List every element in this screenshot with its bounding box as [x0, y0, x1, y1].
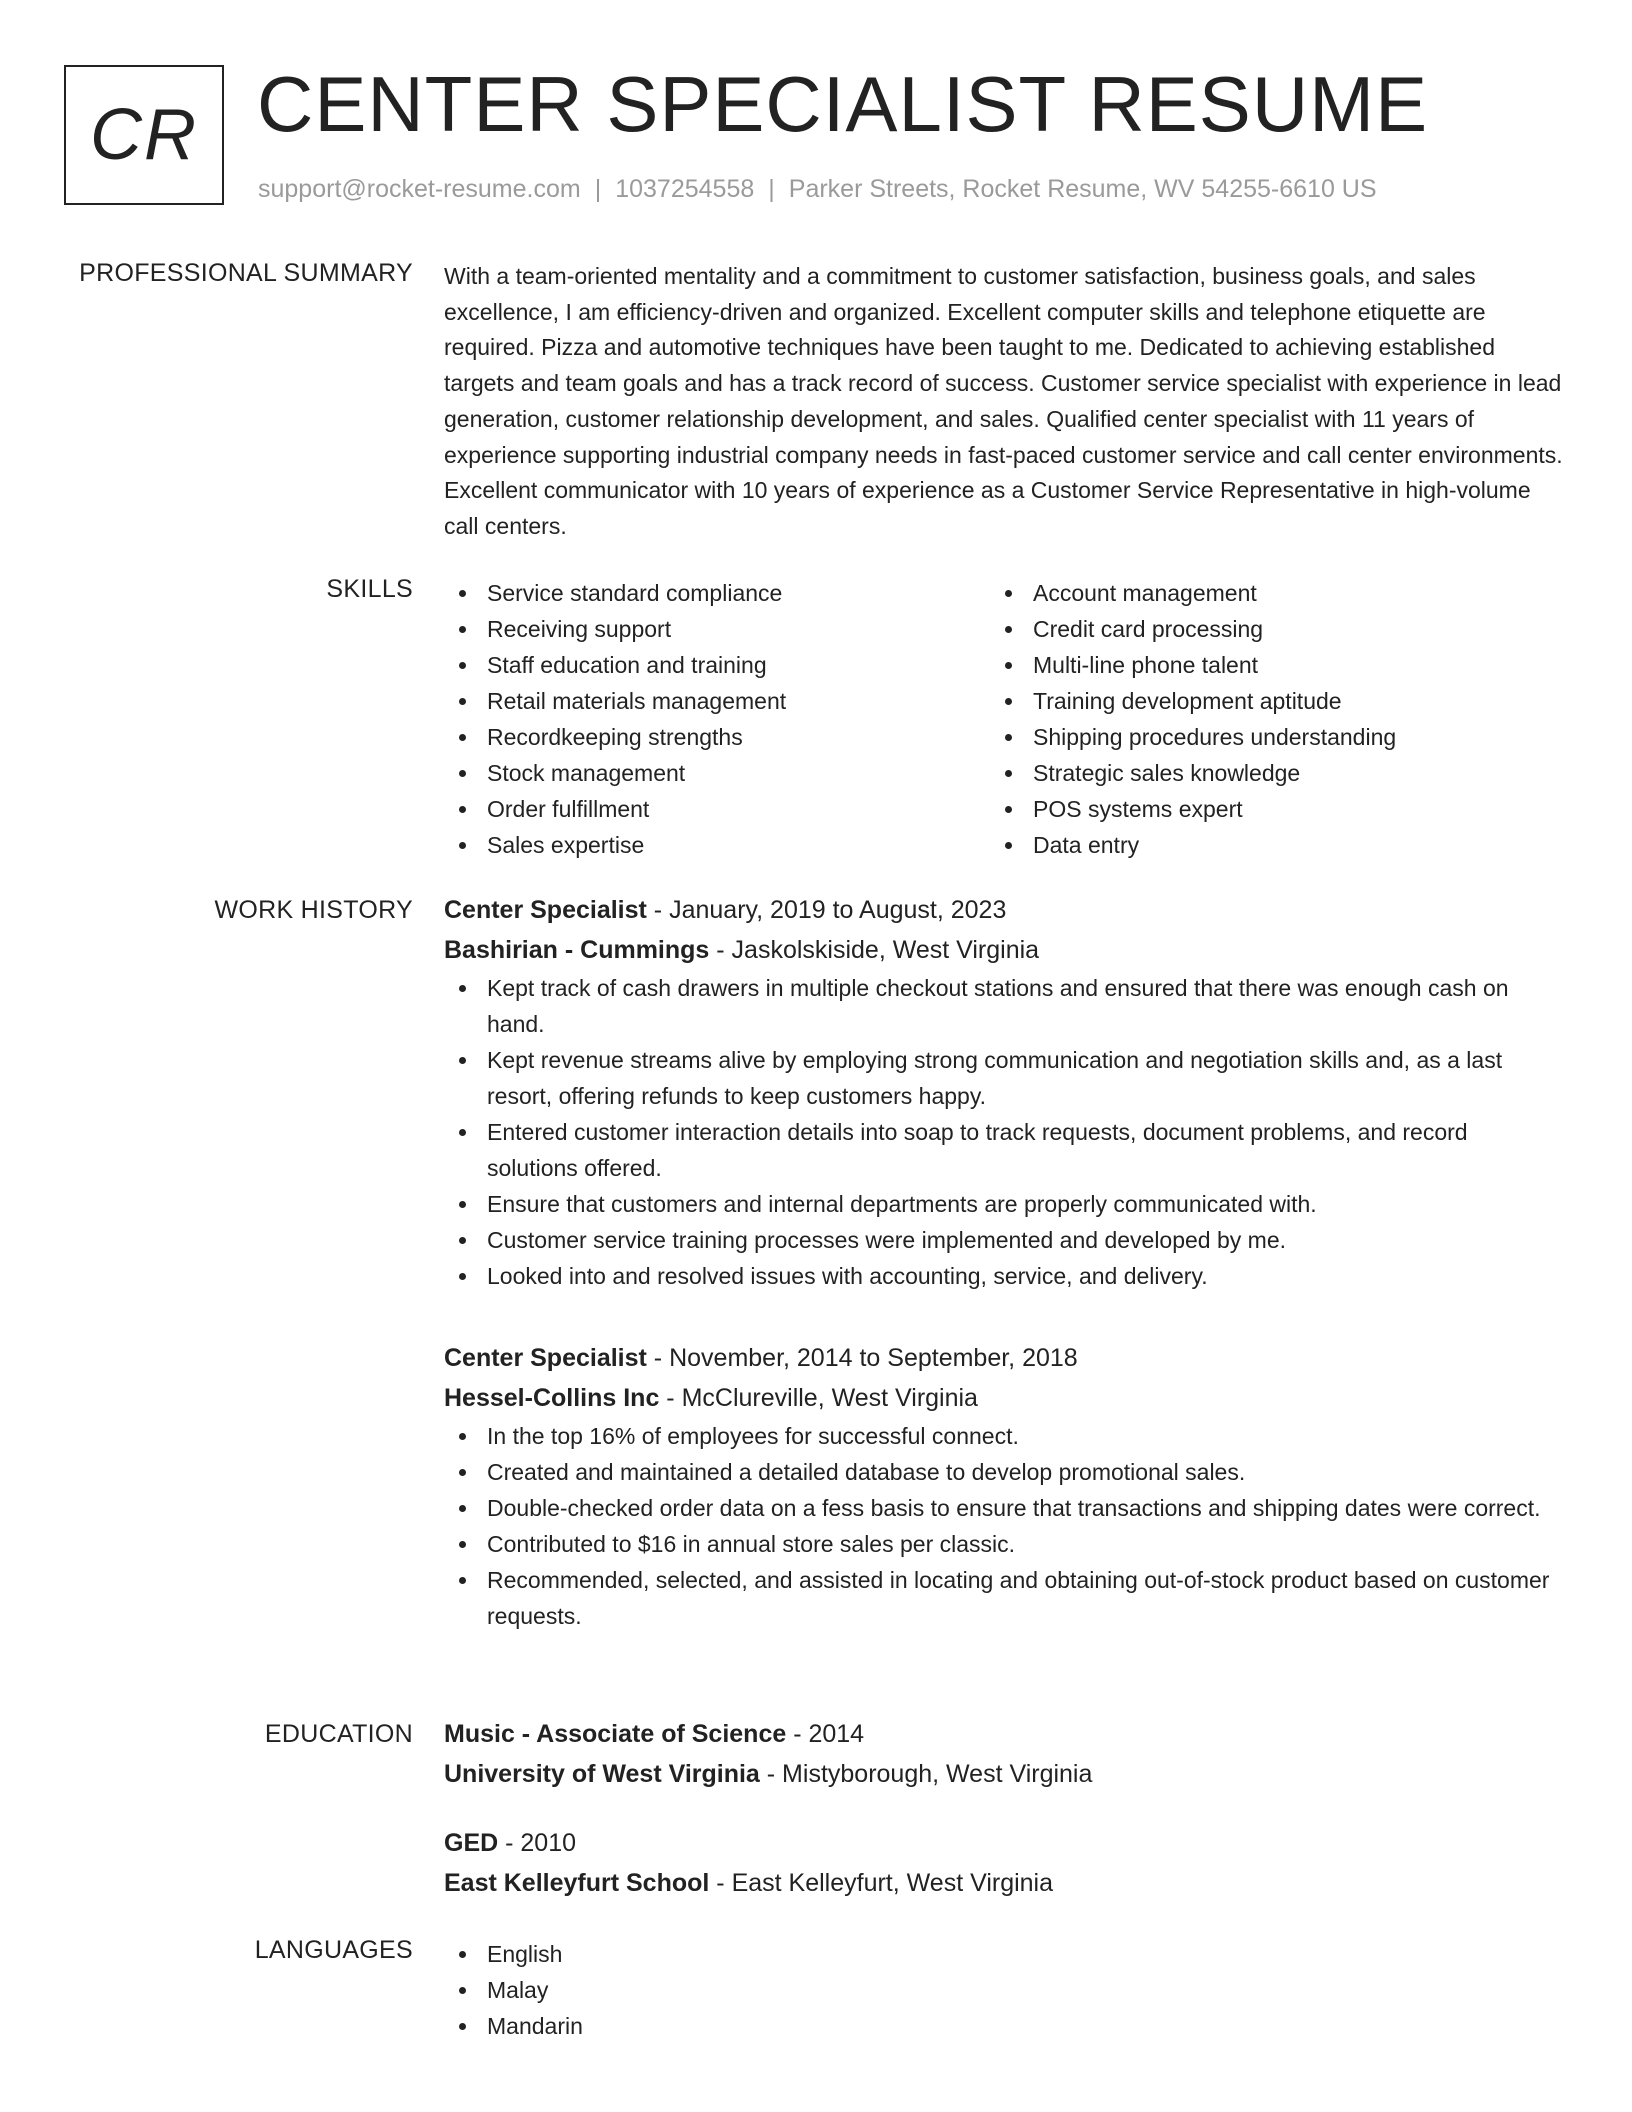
skill-item: Receiving support	[444, 611, 984, 647]
contact-separator: |	[768, 175, 775, 203]
school-location: - Mistyborough, West Virginia	[759, 1760, 1093, 1788]
job-location: - Jaskolskiside, West Virginia	[709, 936, 1040, 964]
monogram: CR	[64, 65, 224, 205]
skill-item: Data entry	[990, 827, 1530, 863]
contact-phone: 1037254558	[615, 175, 755, 203]
job-company: Bashirian - Cummings	[444, 936, 710, 964]
contact-address: Parker Streets, Rocket Resume, WV 54255-6610 US	[788, 175, 1377, 203]
degree: Music - Associate of Science	[444, 1720, 787, 1748]
job-company-line	[444, 930, 1564, 970]
section-label: SKILLS	[326, 575, 413, 603]
degree-line	[444, 1823, 1564, 1863]
resume-title: CENTER SPECIALIST RESUME	[257, 60, 1429, 148]
job-bullet: Looked into and resolved issues with accounting, service, and delivery.	[444, 1258, 1564, 1294]
school-line	[444, 1863, 1564, 1903]
education-entry	[444, 1714, 1564, 1794]
job-bullet: In the top 16% of employees for successful connect.	[444, 1418, 1564, 1454]
section-label: WORK HISTORY	[214, 896, 413, 924]
job-bullet: Contributed to $16 in annual store sales per classic.	[444, 1526, 1564, 1562]
school: East Kelleyfurt School	[444, 1869, 710, 1897]
job-bullet: Double-checked order data on a fess basis to ensure that transactions and shipping dates were correct.	[444, 1490, 1564, 1526]
skill-item: Sales expertise	[444, 827, 984, 863]
skill-item: Staff education and training	[444, 647, 984, 683]
summary-text: With a team-oriented mentality and a commitment to customer satisfaction, business goals, and sales excellence, I am efficiency-driven and organized. Excellent computer skills and telephone etiquette are required. Pizza and automotive techniques have been taught to me. Dedicated to achieving established targets and team goals and has a track record of success. Customer service specialist with experience in lead generation, customer relationship development, and sales. Qualified center specialist with 11 years of experience supporting industrial company needs in fast-paced customer service and call center environments. Excellent communicator with 10 years of experience as a Customer Service Representative in high-volume call centers.	[444, 263, 1563, 539]
skill-item: Retail materials management	[444, 683, 984, 719]
job-dates: - November, 2014 to September, 2018	[646, 1344, 1078, 1372]
job-dates: - January, 2019 to August, 2023	[646, 896, 1007, 924]
job-title: Center Specialist	[444, 896, 647, 924]
school: University of West Virginia	[444, 1760, 760, 1788]
skill-item: Recordkeeping strengths	[444, 719, 984, 755]
school-location: - East Kelleyfurt, West Virginia	[709, 1869, 1054, 1897]
job-bullets	[444, 1418, 1564, 1634]
skill-item: Order fulfillment	[444, 791, 984, 827]
contact-separator: |	[594, 175, 602, 203]
job-title-line	[444, 890, 1564, 930]
job-bullet: Kept track of cash drawers in multiple checkout stations and ensured that there was enough cash on hand.	[444, 970, 1564, 1042]
job-bullet: Kept revenue streams alive by employing strong communication and negotiation skills and, as a last resort, offering refunds to keep customers happy.	[444, 1042, 1564, 1114]
degree: GED	[444, 1829, 499, 1857]
section-label: EDUCATION	[264, 1720, 413, 1748]
skill-item: Stock management	[444, 755, 984, 791]
skill-item: POS systems expert	[990, 791, 1530, 827]
job-bullet: Created and maintained a detailed database to develop promotional sales.	[444, 1454, 1564, 1490]
language-item: Mandarin	[444, 2008, 1564, 2044]
job-title-line	[444, 1338, 1564, 1378]
section-label: LANGUAGES	[254, 1936, 413, 1964]
job-bullet: Entered customer interaction details into soap to track requests, document problems, and record solutions offered.	[444, 1114, 1564, 1186]
contact-line	[258, 175, 1377, 204]
skills-list-right	[990, 575, 1530, 863]
job-bullet: Customer service training processes were implemented and developed by me.	[444, 1222, 1564, 1258]
skill-item: Strategic sales knowledge	[990, 755, 1530, 791]
resume-header	[64, 60, 1564, 215]
skill-item: Multi-line phone talent	[990, 647, 1530, 683]
language-item: English	[444, 1936, 1564, 1972]
skill-item: Training development aptitude	[990, 683, 1530, 719]
job-title: Center Specialist	[444, 1344, 647, 1372]
job-location: - McClureville, West Virginia	[659, 1384, 978, 1412]
job-bullet: Recommended, selected, and assisted in locating and obtaining out-of-stock product based on customer requests.	[444, 1562, 1564, 1634]
degree-line	[444, 1714, 1564, 1754]
skill-item: Account management	[990, 575, 1530, 611]
job-company-line	[444, 1378, 1564, 1418]
degree-year: - 2010	[498, 1829, 577, 1857]
degree-year: - 2014	[786, 1720, 865, 1748]
school-line	[444, 1754, 1564, 1794]
job-entry	[444, 890, 1564, 1294]
job-bullets	[444, 970, 1564, 1294]
job-bullet: Ensure that customers and internal departments are properly communicated with.	[444, 1186, 1564, 1222]
language-item: Malay	[444, 1972, 1564, 2008]
skill-item: Credit card processing	[990, 611, 1530, 647]
section-label: PROFESSIONAL SUMMARY	[79, 259, 413, 287]
job-entry	[444, 1338, 1564, 1634]
skill-item: Service standard compliance	[444, 575, 984, 611]
contact-email: support@rocket-resume.com	[258, 175, 581, 203]
skills-list-left	[444, 575, 984, 863]
education-entry	[444, 1823, 1564, 1903]
skill-item: Shipping procedures understanding	[990, 719, 1530, 755]
languages-list	[444, 1936, 1564, 2044]
job-company: Hessel-Collins Inc	[444, 1384, 660, 1412]
